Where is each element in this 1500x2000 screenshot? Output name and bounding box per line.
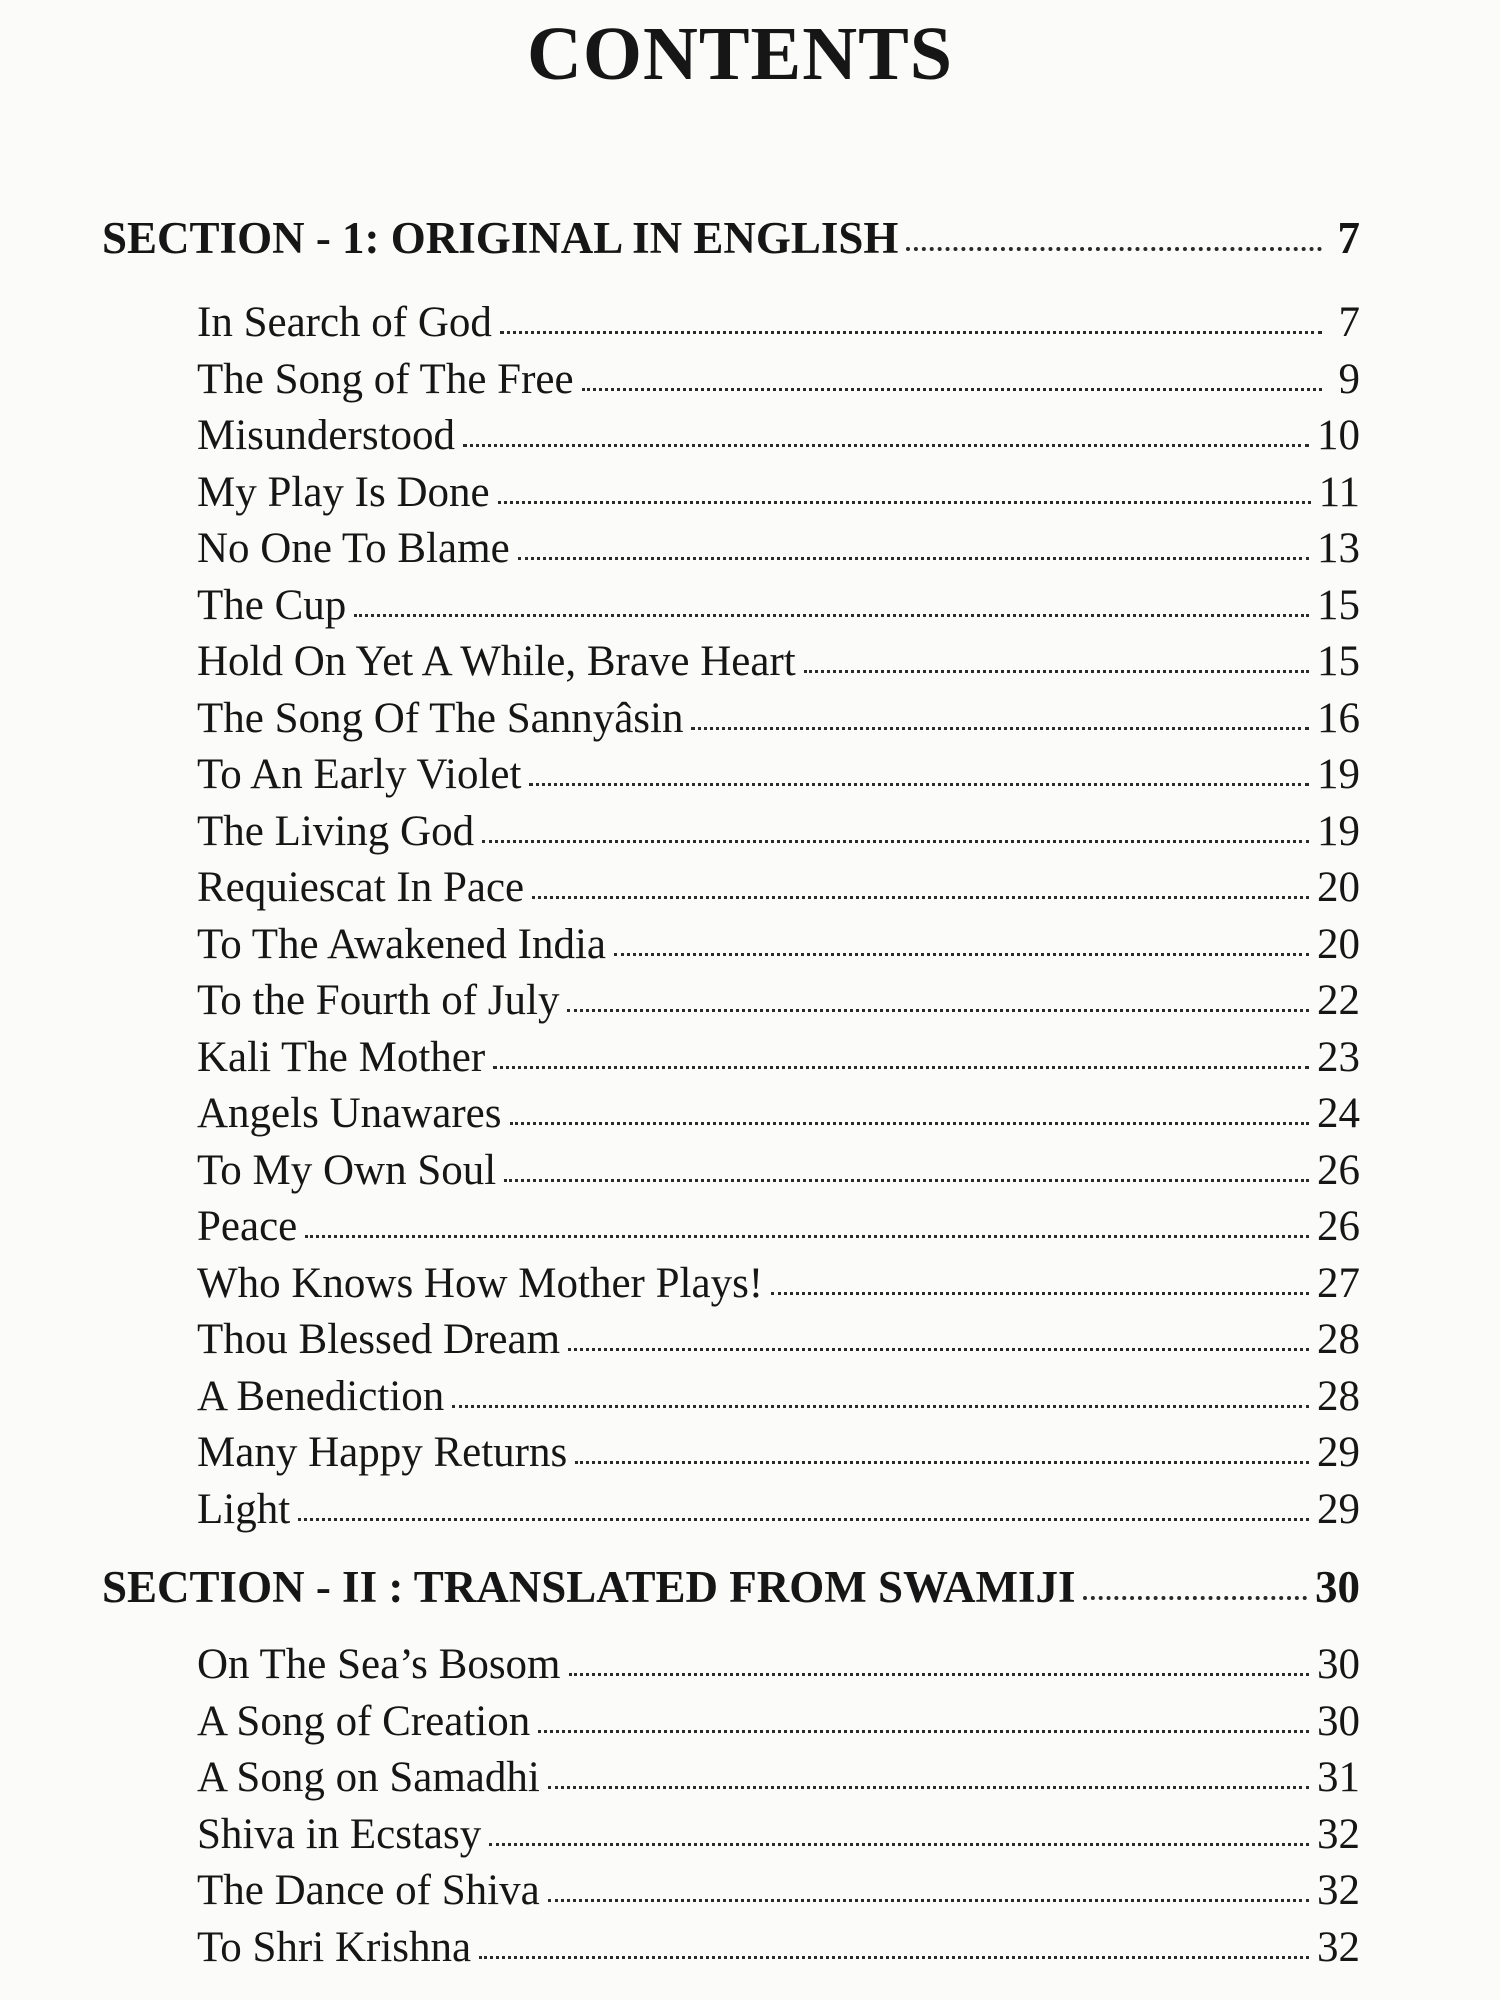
dot-leader [518,525,1309,560]
dot-leader [479,1923,1309,1958]
entry-title: On The Sea’s Bosom [197,1641,561,1688]
entry-title: Shiva in Ecstasy [197,1810,482,1858]
dot-leader [482,807,1309,842]
dot-leader [463,412,1309,447]
dot-leader [614,920,1309,955]
entry-title: A Song of Creation [197,1697,531,1745]
entry-page-number: 13 [1317,525,1360,572]
toc-entry[interactable] [197,465,1360,522]
entry-title: The Cup [197,581,347,629]
section-heading-2[interactable] [102,1557,1360,1617]
entry-page-number: 32 [1317,1867,1360,1914]
entry-page-number: 20 [1317,920,1360,968]
dot-leader [538,1697,1309,1732]
dot-leader [493,1033,1309,1068]
entry-page-number: 24 [1317,1090,1360,1137]
dot-leader [691,694,1309,729]
entry-title: Kali The Mother [197,1033,486,1081]
entry-title: Peace [197,1203,298,1250]
entry-page-number: 30 [1317,1697,1360,1745]
toc-entry[interactable] [197,1637,1360,1694]
dot-leader [582,355,1322,390]
toc-entry[interactable] [197,408,1360,465]
entry-page-number: 7 [1338,299,1360,346]
entry-title: In Search of God [197,299,492,346]
entry-page-number: 19 [1317,751,1360,798]
section-2-entries [197,1637,1360,1976]
section-1-entries [197,295,1360,1538]
dot-leader [532,864,1309,899]
dot-leader [498,468,1311,503]
toc-entry[interactable] [197,1807,1360,1864]
entry-title: To The Awakened India [197,920,606,968]
entry-title: Thou Blessed Dream [197,1316,561,1363]
entry-page-number: 29 [1317,1485,1360,1533]
entry-page-number: 9 [1338,355,1360,403]
dot-leader [354,581,1309,616]
section-heading-1[interactable] [102,208,1360,268]
entry-page-number: 32 [1317,1923,1360,1971]
entry-title: The Dance of Shiva [197,1867,540,1914]
entry-page-number: 31 [1317,1754,1360,1801]
toc-entry[interactable] [197,747,1360,804]
entry-title: A Benediction [197,1372,445,1420]
dot-leader [569,1641,1309,1676]
section-page-number: 30 [1315,1562,1360,1612]
dot-leader [529,751,1309,786]
entry-title: To An Early Violet [197,751,522,798]
entry-page-number: 23 [1317,1033,1360,1081]
entry-page-number: 19 [1317,807,1360,855]
toc-entry[interactable] [197,1030,1360,1087]
entry-title: The Song of The Free [197,355,574,403]
toc-entry[interactable] [197,578,1360,635]
toc-entry[interactable] [197,1482,1360,1539]
entry-page-number: 10 [1317,412,1360,459]
entry-page-number: 28 [1317,1372,1360,1420]
entry-title: To Shri Krishna [197,1923,472,1971]
page-title: CONTENTS [526,12,954,96]
dot-leader [771,1259,1309,1294]
entry-title: Many Happy Returns [197,1429,568,1476]
entry-title: A Song on Samadhi [197,1754,540,1801]
dot-leader [500,299,1322,334]
dot-leader [510,1090,1310,1125]
entry-page-number: 29 [1317,1429,1360,1476]
toc-entry[interactable] [197,973,1360,1030]
entry-page-number: 15 [1317,638,1360,685]
section-heading-title: SECTION - II : TRANSLATED FROM SWAMIJI [102,1562,1076,1612]
toc-entry[interactable] [197,1369,1360,1426]
dot-leader [548,1867,1309,1902]
entry-page-number: 26 [1317,1203,1360,1250]
section-page-number: 7 [1337,213,1360,263]
entry-page-number: 15 [1317,581,1360,629]
dot-leader [548,1754,1309,1789]
toc-entry[interactable] [197,1920,1360,1977]
dot-leader [567,977,1309,1012]
entry-page-number: 16 [1317,694,1360,742]
toc-entry[interactable] [197,352,1360,409]
dot-leader [504,1146,1309,1181]
toc-entry[interactable] [197,1863,1360,1920]
dot-leader [489,1810,1309,1845]
section-heading-title: SECTION - 1: ORIGINAL IN ENGLISH [102,213,899,263]
toc-entry[interactable] [197,917,1360,974]
dot-leader [1083,1562,1307,1600]
toc-entry[interactable] [197,1425,1360,1482]
toc-entry[interactable] [197,1086,1360,1143]
dot-leader [906,213,1322,251]
entry-page-number: 22 [1317,977,1360,1024]
dot-leader [298,1485,1309,1520]
entry-page-number: 32 [1317,1810,1360,1858]
toc-entry[interactable] [197,295,1360,352]
entry-page-number: 30 [1317,1641,1360,1688]
entry-page-number: 26 [1317,1146,1360,1194]
dot-leader [575,1429,1309,1464]
entry-title: To the Fourth of July [197,977,560,1024]
toc-entry[interactable] [197,691,1360,748]
entry-title: Light [197,1485,291,1533]
toc-entry[interactable] [197,1312,1360,1369]
dot-leader [452,1372,1309,1407]
entry-page-number: 20 [1317,864,1360,911]
toc-entry[interactable] [197,634,1360,691]
toc-entry[interactable] [197,1750,1360,1807]
entry-title: The Living God [197,807,475,855]
entry-title: Who Knows How Mother Plays! [197,1259,764,1307]
entry-title: To My Own Soul [197,1146,497,1194]
entry-title: My Play Is Done [197,468,490,516]
dot-leader [568,1316,1309,1351]
toc-entry[interactable] [197,804,1360,861]
entry-title: The Song Of The Sannyâsin [197,694,684,742]
toc-entry[interactable] [197,1199,1360,1256]
toc-entry[interactable] [197,1694,1360,1751]
toc-entry[interactable] [197,860,1360,917]
dot-leader [305,1203,1309,1238]
entry-title: Hold On Yet A While, Brave Heart [197,638,796,685]
entry-page-number: 27 [1317,1259,1360,1307]
toc-entry[interactable] [197,521,1360,578]
entry-title: Angels Unawares [197,1090,502,1137]
toc-entry[interactable] [197,1143,1360,1200]
entry-title: Misunderstood [197,412,455,459]
toc-entry[interactable] [197,1256,1360,1313]
entry-page-number: 11 [1318,468,1360,516]
dot-leader [804,638,1309,673]
entry-title: No One To Blame [197,525,510,572]
entry-title: Requiescat In Pace [197,864,525,911]
entry-page-number: 28 [1317,1316,1360,1363]
